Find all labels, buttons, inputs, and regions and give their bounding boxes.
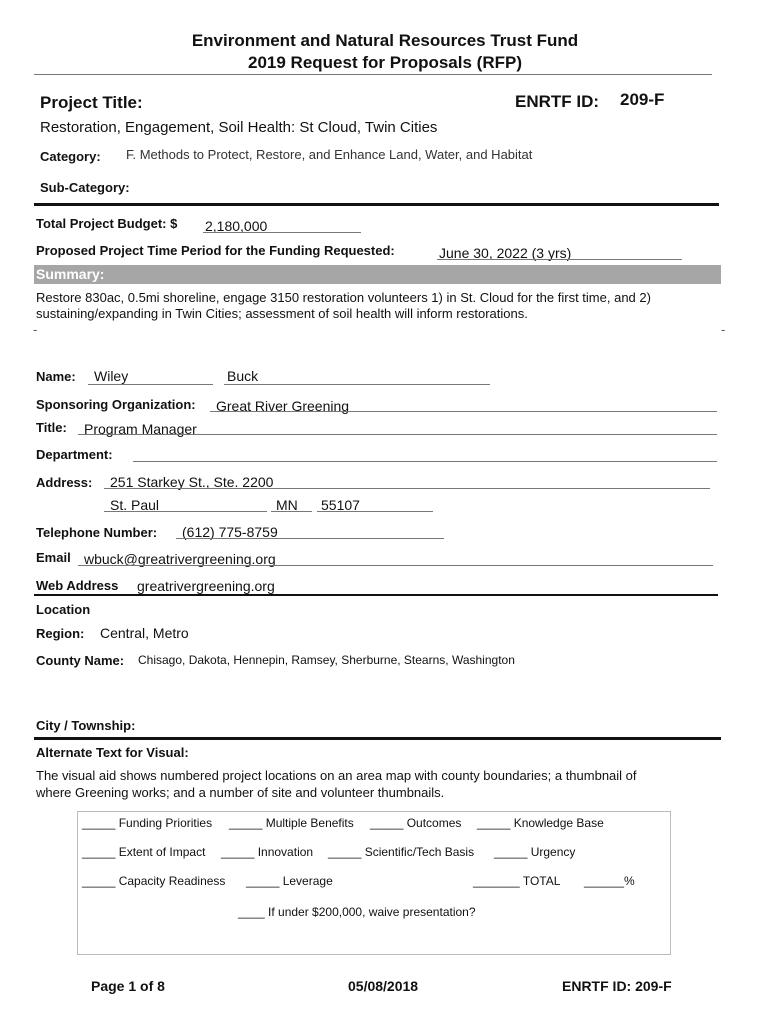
last-name-underline [224, 384, 490, 385]
visual-line-1: The visual aid shows numbered project locations on an area map with county boundaries; a thumbnail of [36, 768, 637, 783]
score-scientific-tech-basis: _____ Scientific/Tech Basis [328, 845, 475, 859]
address-label: Address: [36, 475, 93, 490]
first-name: Wiley [94, 368, 129, 384]
org-value: Great River Greening [216, 398, 350, 414]
summary-dash-right: - [721, 322, 726, 337]
name-label: Name: [36, 369, 76, 384]
city-value: St. Paul [110, 497, 160, 513]
header-subtitle: 2019 Request for Proposals (RFP) [248, 53, 522, 72]
phone-underline [176, 538, 444, 539]
footer-enrtf-id: ENRTF ID: 209-F [562, 978, 672, 994]
contact-divider [34, 594, 718, 596]
location-heading: Location [36, 602, 91, 617]
county-label: County Name: [36, 653, 125, 668]
visual-label: Alternate Text for Visual: [36, 745, 189, 760]
title-value: Program Manager [84, 421, 197, 437]
phone-value: (612) 775-8759 [182, 524, 278, 540]
period-underline [437, 259, 682, 260]
city-township-label: City / Township: [36, 718, 136, 733]
web-value: greatrivergreening.org [137, 578, 275, 594]
email-underline [78, 565, 713, 566]
title-underline [78, 434, 717, 435]
category-value: F. Methods to Protect, Restore, and Enhance Land, Water, and Habitat [126, 147, 533, 162]
region-value: Central, Metro [100, 625, 189, 641]
period-label: Proposed Project Time Period for the Funding Requested: [36, 243, 395, 258]
waive-presentation: ____ If under $200,000, waive presentation? [238, 905, 476, 919]
city-underline [104, 511, 267, 512]
visual-line-2: where Greening works; and a number of site and volunteer thumbnails. [36, 785, 445, 800]
score-total: _______ TOTAL [473, 874, 561, 888]
score-innovation: _____ Innovation [221, 845, 314, 859]
state-underline [271, 511, 312, 512]
enrtf-id-value: 209-F [620, 90, 665, 109]
score-knowledge-base: _____ Knowledge Base [477, 816, 604, 830]
region-label: Region: [36, 626, 85, 641]
summary-bar [34, 265, 721, 284]
summary-label: Summary: [36, 266, 105, 282]
score-funding-priorities: _____ Funding Priorities [82, 816, 213, 830]
zip-underline [317, 511, 433, 512]
summary-dash-left: - [33, 322, 38, 337]
category-label: Category: [40, 149, 101, 164]
budget-value: 2,180,000 [205, 218, 268, 234]
score-capacity-readiness: _____ Capacity Readiness [82, 874, 226, 888]
summary-line-2: sustaining/expanding in Twin Cities; assessment of soil health will inform restorations. [36, 306, 528, 321]
project-title: Restoration, Engagement, Soil Health: St Cloud, Twin Cities [40, 119, 438, 136]
state-value: MN [276, 497, 298, 513]
department-underline [133, 461, 717, 462]
section-divider-top [34, 203, 719, 206]
org-underline [210, 411, 717, 412]
score-urgency: _____ Urgency [494, 845, 576, 859]
score-percent: ______% [584, 874, 635, 888]
enrtf-id-label: ENRTF ID: [515, 92, 600, 111]
summary-line-1: Restore 830ac, 0.5mi shoreline, engage 3150 restoration volunteers 1) in St. Cloud for the first time, and 2) [36, 290, 651, 305]
budget-label: Total Project Budget: $ [36, 216, 178, 231]
score-multiple-benefits: _____ Multiple Benefits [229, 816, 354, 830]
budget-underline [203, 232, 361, 233]
visual-divider [34, 737, 721, 740]
county-value: Chisago, Dakota, Hennepin, Ramsey, Sherburne, Stearns, Washington [138, 653, 515, 667]
street-underline [104, 488, 710, 489]
zip-value: 55107 [321, 497, 360, 513]
subcategory-label: Sub-Category: [40, 180, 130, 195]
phone-label: Telephone Number: [36, 525, 158, 540]
web-label: Web Address [36, 578, 119, 593]
score-extent-of-impact: _____ Extent of Impact [82, 845, 206, 859]
last-name: Buck [227, 368, 259, 384]
header-title: Environment and Natural Resources Trust Fund [191, 31, 579, 50]
score-leverage: _____ Leverage [246, 874, 333, 888]
score-outcomes: _____ Outcomes [370, 816, 462, 830]
period-value: June 30, 2022 (3 yrs) [439, 245, 572, 261]
first-name-underline [88, 384, 213, 385]
footer-date: 05/08/2018 [348, 978, 419, 994]
org-label: Sponsoring Organization: [36, 397, 196, 412]
email-value: wbuck@greatrivergreening.org [84, 551, 276, 567]
street-value: 251 Starkey St., Ste. 2200 [110, 474, 274, 490]
header-divider [34, 74, 712, 75]
email-label: Email [36, 550, 71, 565]
department-label: Department: [36, 447, 113, 462]
project-title-label: Project Title: [40, 93, 143, 112]
title-label: Title: [36, 420, 67, 435]
footer-page: Page 1 of 8 [91, 978, 165, 994]
